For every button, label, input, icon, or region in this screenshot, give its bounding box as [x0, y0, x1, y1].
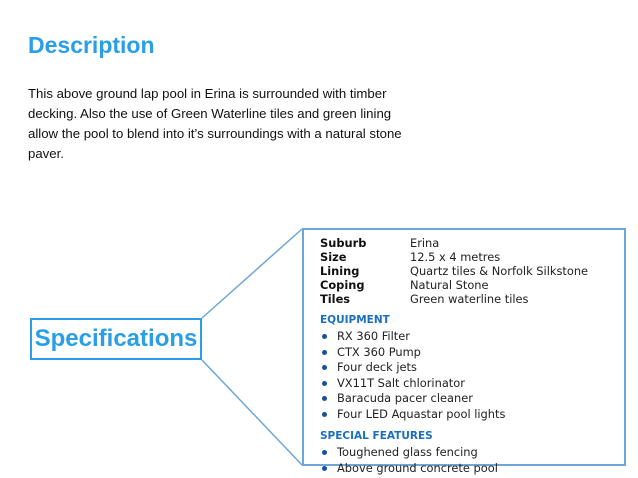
- list-item-text: Four LED Aquastar pool lights: [337, 406, 506, 421]
- list-item-text: Baracuda pacer cleaner: [337, 391, 473, 405]
- bullet-icon: [322, 334, 327, 339]
- bullet-icon: [322, 396, 327, 401]
- spec-row: [320, 264, 588, 278]
- list-item-text: RX 360 Filter: [337, 329, 410, 343]
- description-text: This above ground lap pool in Erina is surrounded with timber decking. Also the use of Green Waterline tiles and green lining allow the pool to blend into it’s surroundings with a natural stone paver.: [28, 86, 402, 161]
- spec-key: Coping: [320, 278, 365, 292]
- list-item: [320, 461, 624, 477]
- specifications-label: Specifications: [34, 325, 198, 352]
- list-item: [320, 445, 624, 461]
- specifications-panel: [302, 228, 626, 475]
- bullet-icon: [322, 365, 327, 370]
- spec-value: 12.5 x 4 metres: [410, 250, 501, 264]
- list-item-text: Above ground concrete pool: [337, 460, 498, 475]
- equipment-list: [320, 329, 624, 422]
- spec-row: [320, 236, 588, 250]
- list-item: [320, 391, 624, 407]
- spec-row: [320, 278, 588, 292]
- special-features-list: [320, 445, 624, 476]
- equipment-heading: EQUIPMENT: [320, 314, 390, 326]
- specifications-box: [30, 318, 202, 360]
- spec-key: Lining: [320, 264, 360, 278]
- spec-value: Quartz tiles & Norfolk Silkstone: [410, 264, 589, 278]
- bullet-icon: [322, 412, 327, 417]
- bullet-icon: [322, 466, 327, 471]
- list-item: [320, 360, 624, 376]
- page-title: Description: [28, 32, 155, 58]
- spec-key: Suburb: [320, 236, 367, 250]
- list-item: [320, 376, 624, 392]
- list-item-text: CTX 360 Pump: [337, 344, 421, 359]
- special-features-heading: SPECIAL FEATURES: [320, 430, 433, 442]
- spec-value: Green waterline tiles: [410, 292, 529, 306]
- list-item-text: VX11T Salt chlorinator: [337, 375, 465, 390]
- spec-row: [320, 250, 588, 264]
- spec-value: Erina: [410, 236, 440, 250]
- list-item-text: Four deck jets: [337, 360, 417, 374]
- connector-line-bottom: [202, 360, 302, 465]
- list-item-text: Toughened glass fencing: [337, 445, 478, 459]
- list-item: [320, 407, 624, 423]
- spec-value: Natural Stone: [410, 278, 489, 292]
- spec-row: [320, 292, 588, 306]
- specs-table: [320, 236, 588, 306]
- bullet-icon: [322, 381, 327, 386]
- spec-key: Size: [320, 250, 347, 264]
- connector-line-top: [202, 229, 302, 318]
- list-item: [320, 345, 624, 361]
- bullet-icon: [322, 350, 327, 355]
- list-item: [320, 329, 624, 345]
- bullet-icon: [322, 450, 327, 455]
- spec-key: Tiles: [320, 292, 351, 306]
